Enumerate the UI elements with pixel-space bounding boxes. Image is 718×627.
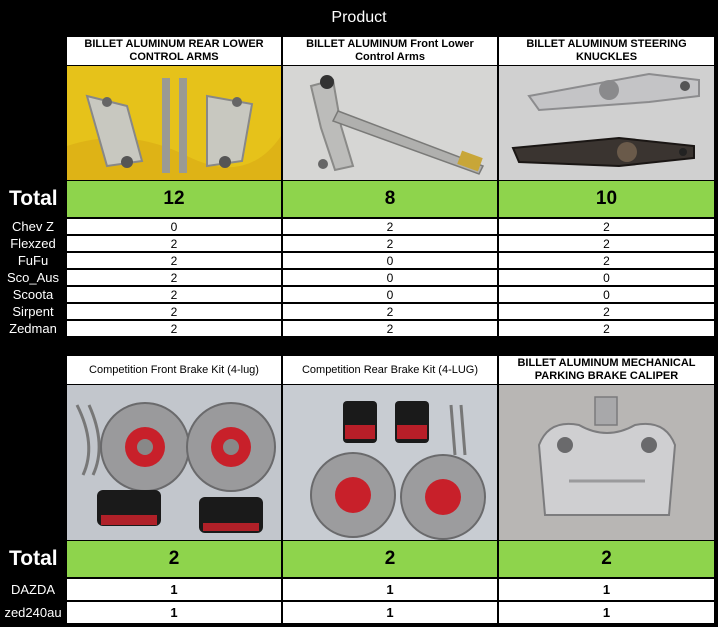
total-front-lower-control-arms: 8 xyxy=(283,181,497,217)
total-steering-knuckles: 10 xyxy=(499,181,714,217)
table-cell: 2 xyxy=(499,321,714,336)
table-cell: 1 xyxy=(499,602,714,623)
front-brake-kit-photo xyxy=(67,385,281,540)
row-label: zed240au xyxy=(4,605,62,620)
product-header-front-brake-kit: Competition Front Brake Kit (4-lug) xyxy=(67,356,281,384)
total-parking-brake-caliper: 2 xyxy=(499,541,714,577)
product-header-front-lower-control-arms: BILLET ALUMINUM Front Lower Control Arms xyxy=(283,37,497,65)
table-cell: 1 xyxy=(499,579,714,600)
table-cell: 0 xyxy=(283,287,497,302)
row-label: Flexzed xyxy=(10,236,56,251)
product-header-rear-lower-control-arms: BILLET ALUMINUM REAR LOWER CONTROL ARMS xyxy=(67,37,281,65)
product-header-parking-brake-caliper: BILLET ALUMINUM MECHANICAL PARKING BRAKE CALIPER xyxy=(499,356,714,384)
row-label: DAZDA xyxy=(10,582,56,597)
table-cell: 2 xyxy=(283,304,497,319)
table-cell: 0 xyxy=(499,270,714,285)
table-cell: 2 xyxy=(499,219,714,234)
total-front-brake-kit: 2 xyxy=(67,541,281,577)
table-cell: 0 xyxy=(283,270,497,285)
table-cell: 1 xyxy=(67,602,281,623)
table-cell: 1 xyxy=(283,602,497,623)
table-cell: 0 xyxy=(67,219,281,234)
row-label: Sco_Aus xyxy=(6,270,60,285)
table-cell: 2 xyxy=(67,287,281,302)
table-cell: 2 xyxy=(67,236,281,251)
table-cell: 1 xyxy=(67,579,281,600)
total-rear-brake-kit: 2 xyxy=(283,541,497,577)
table-cell: 2 xyxy=(283,236,497,251)
table-cell: 2 xyxy=(499,304,714,319)
table-cell: 2 xyxy=(67,321,281,336)
rear-lower-control-arms-photo xyxy=(67,66,281,180)
table-cell: 1 xyxy=(283,579,497,600)
row-label: FuFu xyxy=(17,253,49,268)
row-label: Chev Z xyxy=(12,219,54,234)
table-cell: 0 xyxy=(499,287,714,302)
product-header-steering-knuckles: BILLET ALUMINUM STEERING KNUCKLES xyxy=(499,37,714,65)
front-lower-control-arms-photo xyxy=(283,66,497,180)
table-cell: 2 xyxy=(499,253,714,268)
total-label: Total xyxy=(9,187,58,210)
table-cell: 2 xyxy=(499,236,714,251)
total-rear-lower-control-arms: 12 xyxy=(67,181,281,217)
total-label: Total xyxy=(9,547,58,570)
parking-brake-caliper-photo xyxy=(499,385,714,540)
table-title: Product xyxy=(331,9,387,26)
row-label: Zedman xyxy=(9,321,57,336)
product-header-rear-brake-kit: Competition Rear Brake Kit (4-LUG) xyxy=(283,356,497,384)
steering-knuckles-photo xyxy=(499,66,714,180)
table-cell: 2 xyxy=(67,270,281,285)
table-cell: 2 xyxy=(283,321,497,336)
table-cell: 2 xyxy=(283,219,497,234)
row-label: Sirpent xyxy=(12,304,54,319)
table-cell: 2 xyxy=(67,304,281,319)
table-cell: 0 xyxy=(283,253,497,268)
row-label: Scoota xyxy=(12,287,54,302)
rear-brake-kit-photo xyxy=(283,385,497,540)
table-cell: 2 xyxy=(67,253,281,268)
